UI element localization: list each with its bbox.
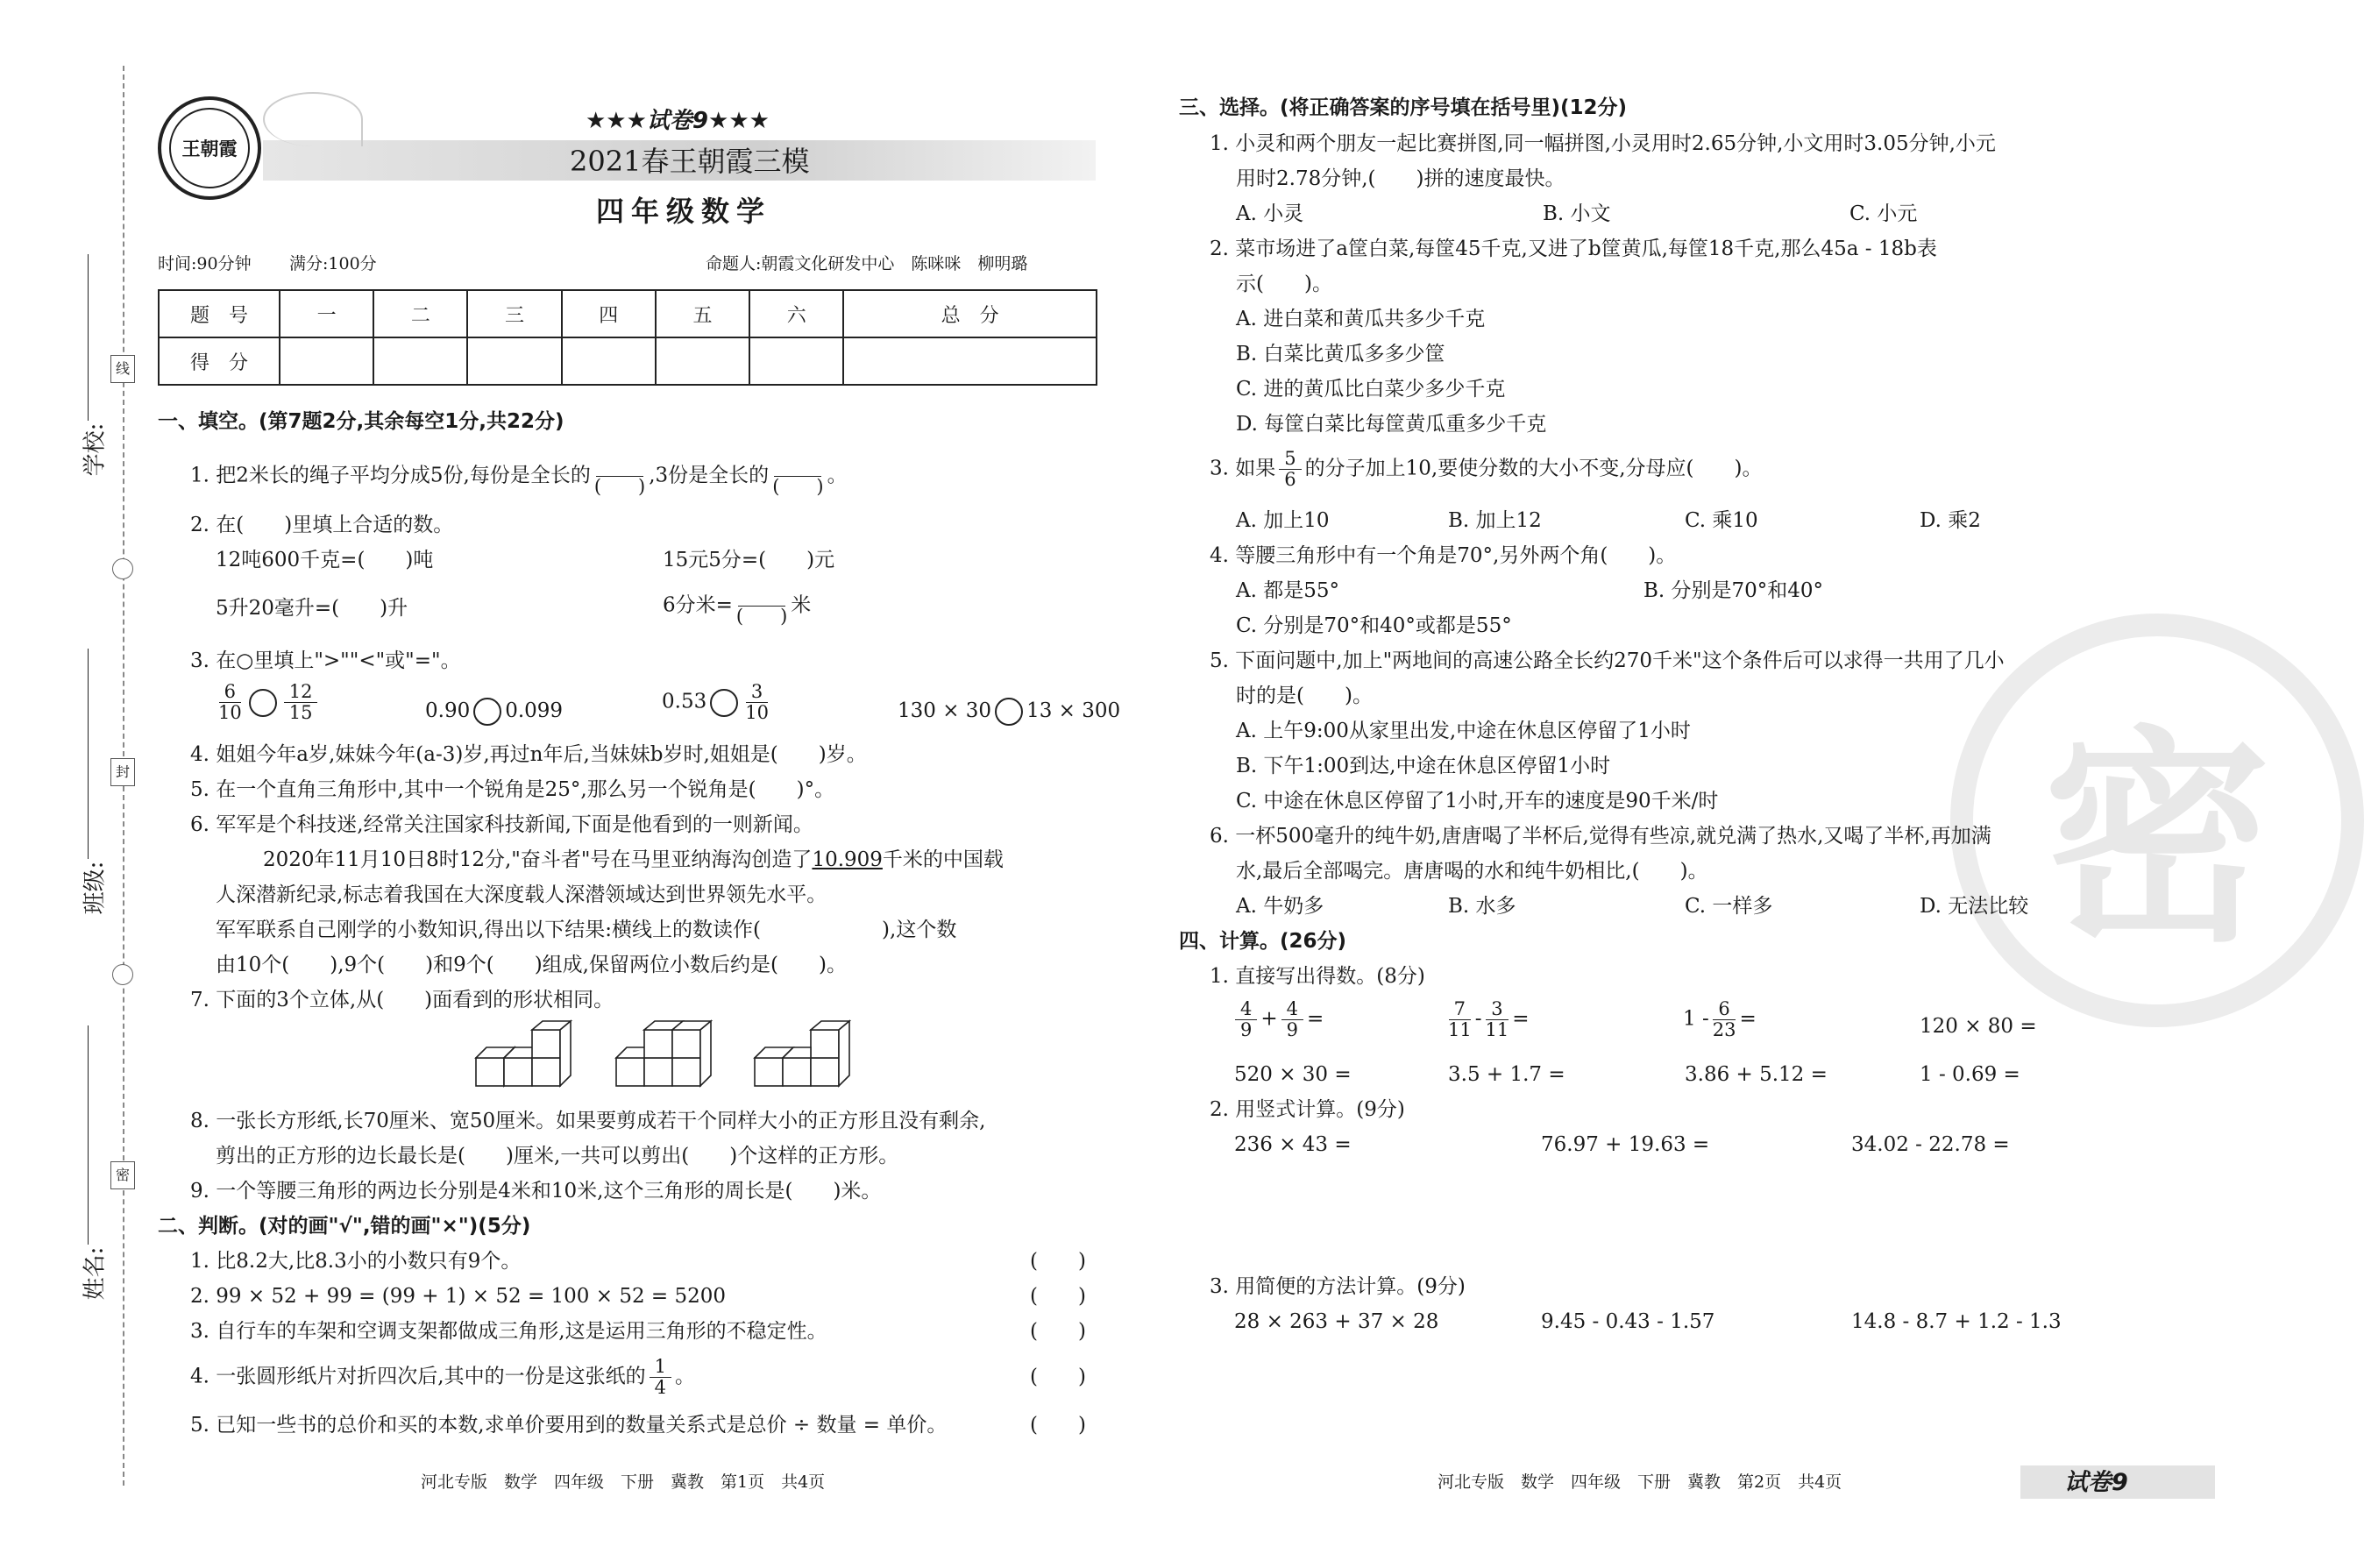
operator: + [1260, 1007, 1278, 1031]
s1-q6-news [263, 850, 1004, 870]
table-cell: 总 分 [843, 290, 1097, 337]
school-line[interactable] [88, 254, 89, 421]
s1-q2d [663, 585, 811, 627]
fraction: $\frac{6}{23}$ [1712, 998, 1736, 1041]
cube-figure-1 [476, 1021, 571, 1086]
calc-item: 120 × 80 = [1920, 1015, 2037, 1038]
s1-q2b: 15元5分=( )元 [663, 549, 835, 571]
s1-q2c: 5升20毫升=( )升 [216, 597, 408, 620]
fraction: $\frac{12}{15}$ [284, 682, 318, 723]
s1-q1 [190, 456, 848, 497]
s1-q2d-text: 6分米= [663, 593, 733, 617]
fraction: $\frac{3}{10}$ [745, 681, 769, 724]
answer-paren[interactable]: ( ) [1030, 1320, 1086, 1343]
section-4-title: 四、计算。(26分) [1179, 930, 1347, 953]
s4-q1: 1. 直接写出得数。(8分) [1210, 965, 1425, 988]
compare-circle[interactable] [995, 698, 1023, 726]
option[interactable]: C. 小元 [1849, 202, 1918, 225]
expression: 1 - [1683, 1007, 1709, 1031]
fraction: $\frac{1}{4}$ [650, 1357, 671, 1398]
logo-text: 王朝霞 [169, 108, 250, 188]
section-3-title: 三、选择。(将正确答案的序号填在括号里)(12分) [1179, 96, 1628, 119]
s3-q4: 4. 等腰三角形中有一个角是70°,另外两个角( )。 [1210, 544, 1677, 567]
fraction: $\frac{4}{9}$ [1281, 999, 1303, 1040]
table-cell: 题 号 [159, 290, 280, 337]
s2-q4-text: 4. 一张圆形纸片对折四次后,其中的一份是这张纸的 [190, 1365, 646, 1388]
s2-q4 [190, 1357, 695, 1398]
section-1-title: 一、填空。(第7题2分,其余每空1分,共22分) [158, 410, 564, 433]
logo-seal [158, 96, 261, 200]
s3-q3-text: 的分子加上10,要使分数的大小不变,分母应( )。 [1304, 457, 1763, 480]
blank-fraction[interactable]: ( ) [594, 456, 645, 497]
cube-figure-3 [755, 1021, 849, 1086]
equals: = [1512, 1007, 1530, 1031]
calc-item [1683, 999, 1757, 1040]
fraction: $\frac{3}{11}$ [1485, 998, 1509, 1041]
fraction: $\frac{4}{9}$ [1235, 999, 1257, 1040]
number: 0.099 [505, 699, 564, 722]
s1-q3-row [215, 682, 321, 723]
option[interactable]: A. 都是55° [1236, 579, 1339, 602]
score-input-cell[interactable] [373, 337, 467, 385]
compare-circle[interactable] [710, 689, 738, 717]
calc-item: 76.97 + 19.63 = [1541, 1133, 1710, 1156]
section-2-title: 二、判断。(对的画"√",错的画"×")(5分) [158, 1215, 531, 1238]
calc-item: 236 × 43 = [1234, 1133, 1352, 1156]
score-input-cell[interactable] [280, 337, 373, 385]
calc-item: 3.86 + 5.12 = [1685, 1063, 1828, 1086]
time-label: 时间:90分钟 [158, 254, 252, 273]
s1-q6-l4: 由10个( ),9个( )和9个( )组成,保留两位小数后约是( )。 [216, 954, 847, 976]
option[interactable]: B. 下午1:00到达,中途在休息区停留1小时 [1236, 755, 1611, 777]
class-line[interactable] [88, 649, 89, 859]
expression: 13 × 300 [1026, 699, 1121, 722]
subject-title: 四年级数学 [596, 195, 772, 228]
s1-q2: 2. 在( )里填上合适的数。 [190, 514, 454, 536]
news-text: 2020年11月10日8时12分,"奋斗者"号在马里亚纳海沟创造了 [263, 848, 813, 871]
compare-circle[interactable] [473, 698, 501, 726]
flower-icon [112, 964, 133, 985]
name-label: 姓名: [82, 1246, 109, 1301]
ribbon-decoration [263, 92, 363, 146]
series-title: 2021春王朝霞三模 [570, 145, 810, 178]
s1-q1-text: ,3份是全长的 [649, 464, 770, 487]
calc-item: 28 × 263 + 37 × 28 [1234, 1310, 1439, 1333]
calc-item: 14.8 - 8.7 + 1.2 - 1.3 [1851, 1310, 2062, 1333]
s1-q3: 3. 在○里填上">""<"或"="。 [190, 649, 461, 672]
calc-item: 520 × 30 = [1234, 1063, 1352, 1086]
calc-item: 3.5 + 1.7 = [1448, 1063, 1565, 1086]
s1-q6: 6. 军军是个科技迷,经常关注国家科技新闻,下面是他看到的一则新闻。 [190, 813, 813, 836]
option[interactable]: C. 中途在休息区停留了1小时,开车的速度是90千米/时 [1236, 790, 1719, 812]
option[interactable]: B. 小文 [1543, 202, 1611, 225]
equals: = [1739, 1007, 1757, 1031]
s2-q2: 2. 99 × 52 + 99 = (99 + 1) × 52 = 100 × 52 = 5200 [190, 1285, 727, 1308]
s4-q2: 2. 用竖式计算。(9分) [1210, 1098, 1405, 1121]
s2-q4-text: 。 [674, 1365, 695, 1388]
table-cell: 三 [467, 290, 561, 337]
s3-q2b: 示( )。 [1236, 273, 1332, 295]
score-input-cell[interactable] [749, 337, 843, 385]
answer-paren[interactable]: ( ) [1030, 1366, 1086, 1388]
fraction: $\frac{5}{6}$ [1279, 449, 1301, 490]
class-label: 班级: [82, 861, 109, 915]
score-input-cell[interactable] [656, 337, 749, 385]
mark-seal-box: 封 [110, 758, 135, 786]
blank-fraction[interactable]: ( ) [736, 585, 787, 627]
option[interactable]: D. 乘2 [1920, 509, 1981, 532]
footer-tag: 试卷9 [2064, 1469, 2128, 1496]
option[interactable]: A. 牛奶多 [1236, 895, 1324, 918]
calc-item: 1 - 0.69 = [1920, 1063, 2020, 1086]
score-label: 满分:100分 [289, 254, 377, 273]
s3-q5b: 时的是( )。 [1236, 685, 1373, 707]
score-input-cell[interactable] [843, 337, 1097, 385]
s3-q1a: 1. 小灵和两个朋友一起比赛拼图,同一幅拼图,小灵用时2.65分钟,小文用时3.05分钟,小元 [1210, 132, 1996, 155]
option[interactable]: B. 加上12 [1448, 509, 1542, 532]
option[interactable]: B. 白菜比黄瓜多多少筐 [1236, 343, 1445, 365]
s1-q6-news2: 人深潜新纪录,标志着我国在大深度载人深潜领域达到世界领先水平。 [216, 883, 827, 906]
table-cell: 六 [749, 290, 843, 337]
option[interactable]: A. 上午9:00从家里出发,中途在休息区停留了1小时 [1236, 720, 1691, 742]
s1-q3-row [898, 698, 1120, 726]
number: 0.90 [425, 699, 471, 722]
answer-paren[interactable]: ( ) [1030, 1285, 1086, 1308]
score-table-header-row [159, 290, 1097, 337]
school-label: 学校: [82, 422, 109, 477]
score-input-cell[interactable] [467, 337, 561, 385]
table-cell: 得 分 [159, 337, 280, 385]
s1-q2a: 12吨600千克=( )吨 [216, 549, 434, 571]
number: 0.53 [662, 690, 707, 713]
s1-q5: 5. 在一个直角三角形中,其中一个锐角是25°,那么另一个锐角是( )°。 [190, 778, 835, 801]
operator: - [1474, 1007, 1482, 1031]
table-cell: 五 [656, 290, 749, 337]
score-input-cell[interactable] [562, 337, 656, 385]
name-line[interactable] [88, 1025, 89, 1245]
s3-q6a: 6. 一杯500毫升的纯牛奶,唐唐喝了半杯后,觉得有些凉,就兑满了热水,又喝了半杯,再加满 [1210, 825, 1991, 848]
s1-q8a: 8. 一张长方形纸,长70厘米、宽50厘米。如果要剪成若干个同样大小的正方形且没有剩余, [190, 1110, 986, 1132]
s1-q3-row [425, 698, 563, 726]
s2-q1: 1. 比8.2大,比8.3小的小数只有9个。 [190, 1250, 522, 1273]
option[interactable]: A. 进白菜和黄瓜共多少千克 [1236, 308, 1486, 330]
footer-left: 河北专版 数学 四年级 下册 冀教 第1页 共4页 [421, 1472, 826, 1492]
option[interactable]: A. 加上10 [1236, 509, 1330, 532]
news-text: 千米的中国载 [882, 848, 1004, 871]
watermark-seal [1950, 614, 2364, 1027]
answer-paren[interactable]: ( ) [1030, 1250, 1086, 1273]
option[interactable]: A. 小灵 [1236, 202, 1304, 225]
unit-label: 米 [791, 593, 812, 617]
cube-figure-2 [616, 1021, 711, 1086]
option[interactable]: C. 一样多 [1685, 895, 1773, 918]
equals: = [1307, 1007, 1324, 1031]
s1-q1-text: 。 [827, 464, 848, 487]
table-cell: 二 [373, 290, 467, 337]
calc-item: 9.45 - 0.43 - 1.57 [1541, 1310, 1715, 1333]
s4-q3: 3. 用简便的方法计算。(9分) [1210, 1275, 1466, 1298]
option[interactable]: C. 分别是70°和40°或都是55° [1236, 614, 1512, 637]
blank-fraction[interactable]: ( ) [772, 456, 823, 497]
s3-q1b: 用时2.78分钟,( )拼的速度最快。 [1236, 167, 1565, 190]
s1-q1-text: 1. 把2米长的绳子平均分成5份,每份是全长的 [190, 464, 591, 487]
s1-q3-row [662, 682, 772, 723]
option[interactable]: D. 每筐白菜比每筐黄瓜重多少千克 [1236, 413, 1547, 436]
compare-circle[interactable] [249, 689, 277, 717]
mark-fold-box: 密 [110, 1161, 135, 1189]
fraction: $\frac{6}{10}$ [218, 681, 242, 724]
option[interactable]: C. 进的黄瓜比白菜少多少千克 [1236, 378, 1506, 401]
fraction: $\frac{7}{11}$ [1448, 998, 1472, 1041]
s2-q5: 5. 已知一些书的总价和买的本数,求单价要用到的数量关系式是总价 ÷ 数量 = 单价。 [190, 1414, 948, 1437]
score-table-score-row [159, 337, 1097, 385]
calc-item [1232, 999, 1324, 1040]
cube-figures [469, 1021, 890, 1096]
news-number: 10.909 [812, 848, 883, 871]
answer-paren[interactable]: ( ) [1030, 1414, 1086, 1437]
mark-line-box: 线 [110, 355, 135, 383]
s1-q6-l3: 军军联系自己刚学的小数知识,得出以下结果:横线上的数读作( ),这个数 [216, 919, 957, 941]
expression: 130 × 30 [898, 699, 992, 722]
score-table [158, 289, 1097, 386]
s3-q3 [1210, 449, 1762, 490]
s1-q7: 7. 下面的3个立体,从( )面看到的形状相同。 [190, 989, 614, 1011]
s3-q2a: 2. 菜市场进了a筐白菜,每筐45千克,又进了b筐黄瓜,每筐18千克,那么45a - 18b表 [1210, 238, 1937, 260]
footer-right: 河北专版 数学 四年级 下册 冀教 第2页 共4页 [1438, 1472, 1842, 1492]
option[interactable]: B. 分别是70°和40° [1643, 579, 1824, 602]
option[interactable]: D. 无法比较 [1920, 895, 2029, 918]
calc-item [1445, 999, 1530, 1040]
s1-q8b: 剪出的正方形的边长最长是( )厘米,一共可以剪出( )个这样的正方形。 [216, 1145, 899, 1167]
watermark-char: 密 [2043, 705, 2271, 973]
s3-q6b: 水,最后全部喝完。唐唐喝的水和纯牛奶相比,( )。 [1236, 860, 1708, 883]
table-cell: 一 [280, 290, 373, 337]
exam-tag: ★★★试卷9★★★ [586, 108, 770, 134]
authors: 命题人:朝霞文化研发中心 陈咪咪 柳明璐 [706, 254, 1028, 273]
s1-q4: 4. 姐姐今年a岁,妹妹今年(a-3)岁,再过n年后,当妹妹b岁时,姐姐是( )岁。 [190, 743, 867, 766]
option[interactable]: C. 乘10 [1685, 509, 1758, 532]
s2-q3: 3. 自行车的车架和空调支架都做成三角形,这是运用三角形的不稳定性。 [190, 1320, 827, 1343]
calc-item: 34.02 - 22.78 = [1851, 1133, 2010, 1156]
flower-icon [112, 558, 133, 579]
table-cell: 四 [562, 290, 656, 337]
s3-q5a: 5. 下面问题中,加上"两地间的高速公路全长约270千米"这个条件后可以求得一共用了几小 [1210, 649, 2005, 672]
s1-q9: 9. 一个等腰三角形的两边长分别是4米和10米,这个三角形的周长是( )米。 [190, 1180, 882, 1203]
option[interactable]: B. 水多 [1448, 895, 1516, 918]
s3-q3-text: 3. 如果 [1210, 457, 1276, 480]
